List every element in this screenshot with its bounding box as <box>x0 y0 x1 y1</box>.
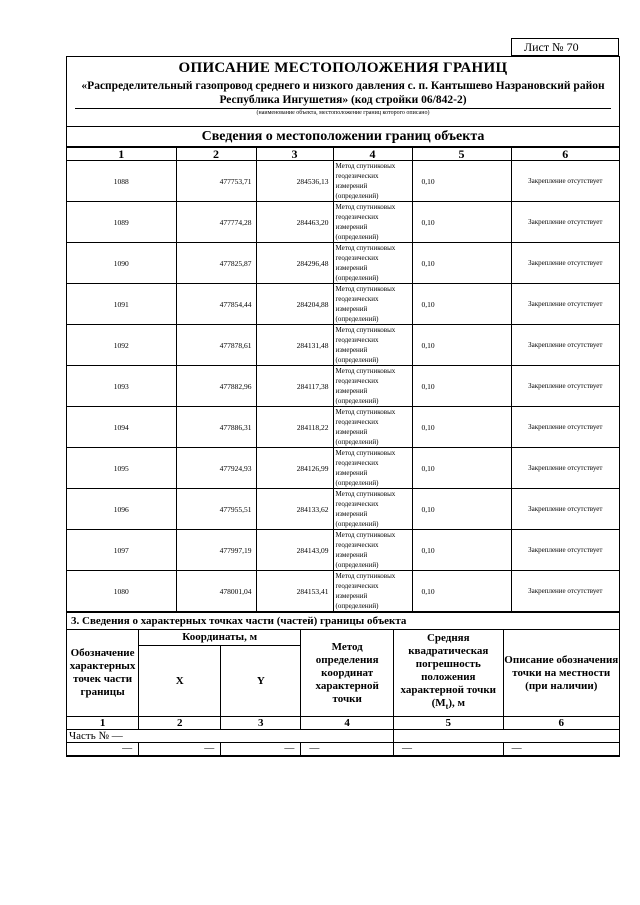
point-description: Закрепление отсутствует <box>511 571 619 612</box>
header-x: X <box>139 646 221 717</box>
column-number: 3 <box>221 717 301 730</box>
point-id: 1091 <box>67 284 176 325</box>
point-accuracy: 0,10 <box>412 571 511 612</box>
point-description: Закрепление отсутствует <box>511 489 619 530</box>
point-description: Закрепление отсутствует <box>511 284 619 325</box>
point-description: Закрепление отсутствует <box>511 407 619 448</box>
point-id: 1095 <box>67 448 176 489</box>
column-number: 5 <box>412 148 511 161</box>
point-id: 1090 <box>67 243 176 284</box>
point-x: 477882,96 <box>176 366 256 407</box>
column-number: 6 <box>503 717 619 730</box>
part-empty-row <box>67 743 619 756</box>
point-y: 284143,09 <box>256 530 333 571</box>
empty-cell: — <box>139 743 221 756</box>
column-number: 2 <box>176 148 256 161</box>
column-number: 1 <box>67 717 139 730</box>
table-row <box>67 202 619 243</box>
table-row <box>67 407 619 448</box>
header-method: Метод определения координат характерной точки <box>301 630 394 717</box>
point-accuracy: 0,10 <box>412 202 511 243</box>
point-y: 284463,20 <box>256 202 333 243</box>
point-y: 284126,99 <box>256 448 333 489</box>
point-accuracy: 0,10 <box>412 366 511 407</box>
point-y: 284536,13 <box>256 161 333 202</box>
part-label-row <box>67 730 619 743</box>
column-number: 6 <box>511 148 619 161</box>
point-description: Закрепление отсутствует <box>511 202 619 243</box>
header-coordinates: Координаты, м <box>139 630 301 646</box>
table-row <box>67 366 619 407</box>
point-id: 1088 <box>67 161 176 202</box>
point-accuracy: 0,10 <box>412 161 511 202</box>
header-description: Описание обозначения точки на местности (при наличии) <box>503 630 619 717</box>
point-y: 284153,41 <box>256 571 333 612</box>
header-accuracy-subscript: t <box>445 702 449 712</box>
point-x: 477955,51 <box>176 489 256 530</box>
object-name: «Распределительный газопровод среднего и низкого давления с. п. Кантышево Назрановский район Республика Ингушетия» (код стройки 06/842-2) <box>81 80 605 106</box>
table-row <box>67 489 619 530</box>
point-x: 477886,31 <box>176 407 256 448</box>
point-method: Метод спутниковых геодезических измерений (определений) <box>333 243 412 284</box>
point-id: 1093 <box>67 366 176 407</box>
point-method: Метод спутниковых геодезических измерений (определений) <box>333 161 412 202</box>
point-y: 284296,48 <box>256 243 333 284</box>
point-x: 477924,93 <box>176 448 256 489</box>
point-description: Закрепление отсутствует <box>511 448 619 489</box>
point-x: 478001,04 <box>176 571 256 612</box>
point-id: 1080 <box>67 571 176 612</box>
header-accuracy-text: Средняя квадратическая погрешность положения характерной точки (M <box>400 632 497 710</box>
header-designation: Обозначение характерных точек части границы <box>67 630 139 717</box>
table-row <box>67 243 619 284</box>
point-x: 477878,61 <box>176 325 256 366</box>
point-description: Закрепление отсутствует <box>511 530 619 571</box>
document-frame <box>66 56 620 757</box>
point-method: Метод спутниковых геодезических измерений (определений) <box>333 489 412 530</box>
part-table-header-row <box>67 630 619 646</box>
header-y: Y <box>221 646 301 717</box>
part-label: Часть № — <box>67 730 394 743</box>
point-id: 1097 <box>67 530 176 571</box>
point-method: Метод спутниковых геодезических измерений (определений) <box>333 571 412 612</box>
column-number: 1 <box>67 148 176 161</box>
point-method: Метод спутниковых геодезических измерений (определений) <box>333 530 412 571</box>
point-y: 284118,22 <box>256 407 333 448</box>
point-accuracy: 0,10 <box>412 530 511 571</box>
point-description: Закрепление отсутствует <box>511 161 619 202</box>
section-3-title: 3. Сведения о характерных точках части (частей) границы объекта <box>67 612 619 629</box>
column-number-row <box>67 148 619 161</box>
table-row <box>67 530 619 571</box>
point-id: 1092 <box>67 325 176 366</box>
empty-cell: — <box>67 743 139 756</box>
point-id: 1094 <box>67 407 176 448</box>
point-x: 477854,44 <box>176 284 256 325</box>
point-id: 1089 <box>67 202 176 243</box>
point-method: Метод спутниковых геодезических измерений (определений) <box>333 366 412 407</box>
boundary-points-table <box>67 147 619 612</box>
document-header <box>67 59 619 118</box>
document-title: ОПИСАНИЕ МЕСТОПОЛОЖЕНИЯ ГРАНИЦ <box>178 60 508 76</box>
point-accuracy: 0,10 <box>412 284 511 325</box>
empty-cell: — <box>503 743 619 756</box>
point-id: 1096 <box>67 489 176 530</box>
part-points-table <box>67 629 619 756</box>
header-accuracy <box>394 630 504 717</box>
point-y: 284117,38 <box>256 366 333 407</box>
point-y: 284133,62 <box>256 489 333 530</box>
point-method: Метод спутниковых геодезических измерений (определений) <box>333 284 412 325</box>
point-accuracy: 0,10 <box>412 489 511 530</box>
point-y: 284131,48 <box>256 325 333 366</box>
point-x: 477774,28 <box>176 202 256 243</box>
point-accuracy: 0,10 <box>412 325 511 366</box>
empty-cell: — <box>394 743 504 756</box>
header-accuracy-tail: ), м <box>448 697 465 710</box>
point-accuracy: 0,10 <box>412 243 511 284</box>
point-method: Метод спутниковых геодезических измерений (определений) <box>333 325 412 366</box>
sheet-number-box: Лист № 70 <box>511 38 619 56</box>
point-description: Закрепление отсутствует <box>511 325 619 366</box>
point-method: Метод спутниковых геодезических измерений (определений) <box>333 407 412 448</box>
table-row <box>67 448 619 489</box>
point-description: Закрепление отсутствует <box>511 243 619 284</box>
column-number: 4 <box>301 717 394 730</box>
section-title: Сведения о местоположении границ объекта <box>67 126 619 147</box>
column-number: 2 <box>139 717 221 730</box>
point-x: 477825,87 <box>176 243 256 284</box>
point-accuracy: 0,10 <box>412 448 511 489</box>
column-number: 5 <box>394 717 504 730</box>
column-number: 4 <box>333 148 412 161</box>
empty-cell: — <box>301 743 394 756</box>
point-x: 477997,19 <box>176 530 256 571</box>
part-column-number-row <box>67 717 619 730</box>
table-row <box>67 284 619 325</box>
point-method: Метод спутниковых геодезических измерений (определений) <box>333 448 412 489</box>
empty-cell: — <box>221 743 301 756</box>
table-row <box>67 161 619 202</box>
table-row <box>67 571 619 612</box>
part-label-empty <box>394 730 619 743</box>
point-method: Метод спутниковых геодезических измерений (определений) <box>333 202 412 243</box>
point-y: 284204,88 <box>256 284 333 325</box>
column-number: 3 <box>256 148 333 161</box>
point-description: Закрепление отсутствует <box>511 366 619 407</box>
table-row <box>67 325 619 366</box>
point-accuracy: 0,10 <box>412 407 511 448</box>
point-x: 477753,71 <box>176 161 256 202</box>
object-name-hint: (наименование объекта, местоположение границ которого описано) <box>256 110 430 116</box>
